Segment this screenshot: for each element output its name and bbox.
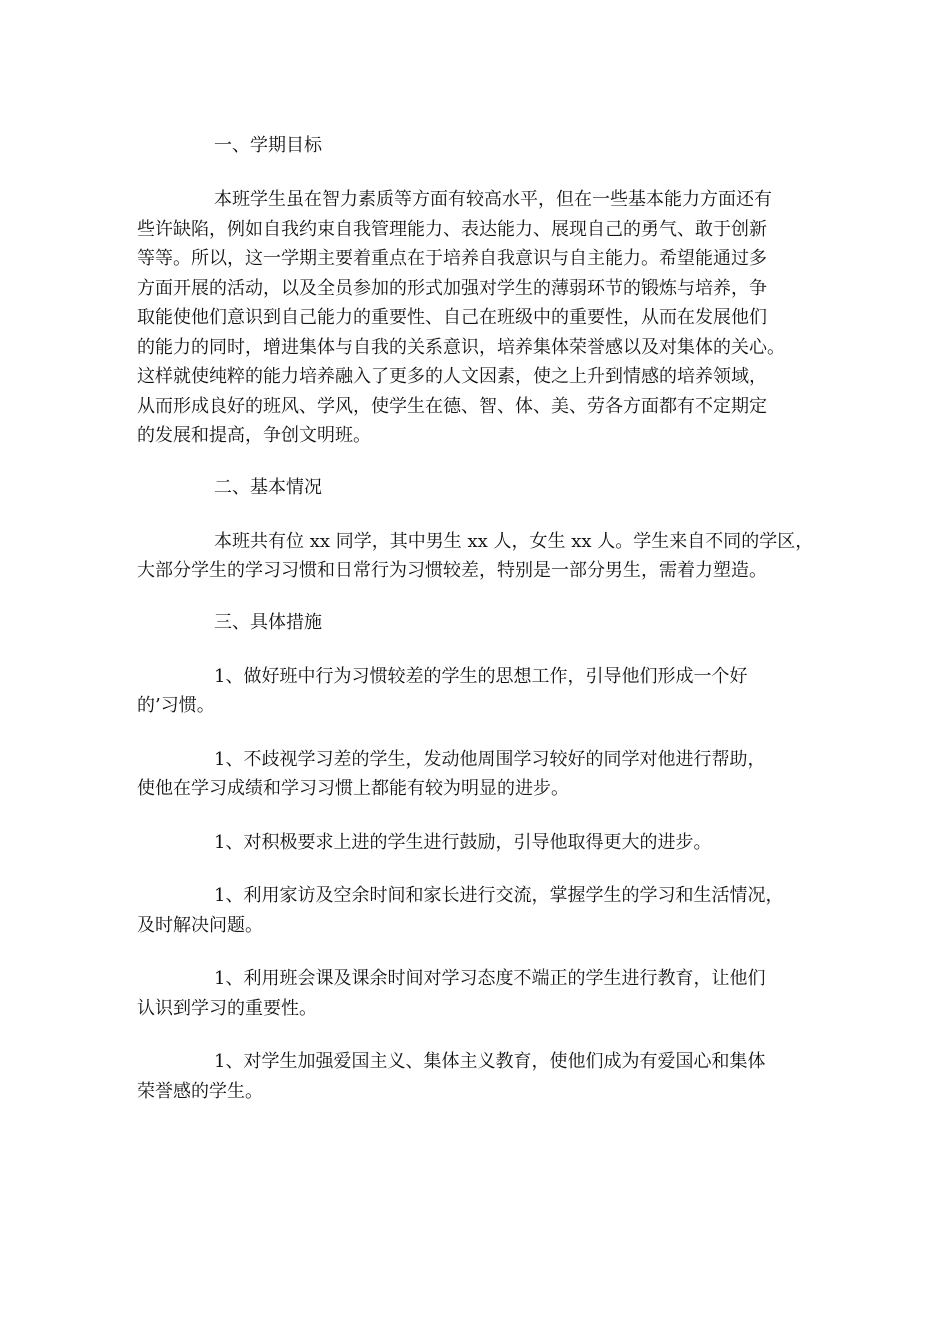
measure-item [137, 662, 827, 721]
measure-item [137, 964, 827, 1023]
text-line: 本班学生虽在智力素质等方面有较高水平，但在一些基本能力方面还有 [214, 189, 772, 210]
section-heading-measures: 三、具体措施 [214, 611, 322, 633]
document-body [137, 131, 827, 1130]
text-line: 的能力的同时，增进集体与自我的关系意识，培养集体荣誉感以及对集体的关心。 [137, 336, 785, 358]
text-line: 本班共有位 xx 同学，其中男生 xx 人，女生 xx 人。学生来自不同的学区， [214, 530, 814, 552]
text-line: 1、对积极要求上进的学生进行鼓励，引导他取得更大的进步。 [214, 831, 712, 853]
section-heading-goals: 一、学期目标 [214, 135, 322, 156]
text-line: 认识到学习的重要性。 [137, 997, 317, 1019]
text-line: 1、做好班中行为习惯较差的学生的思想工作，引导他们形成一个好 [214, 665, 748, 687]
text-line: 的发展和提高，争创文明班。 [137, 425, 371, 446]
paragraph-goals [137, 185, 827, 451]
measure-item [137, 745, 827, 804]
text-line: 及时解决问题。 [137, 914, 263, 936]
measure-item [137, 881, 827, 940]
text-line: 1、不歧视学习差的学生，发动他周围学习较好的同学对他进行帮助， [214, 748, 766, 770]
text-line: 1、利用家访及空余时间和家长进行交流，掌握学生的学习和生活情况， [214, 885, 784, 906]
text-line: 等等。所以，这一学期主要着重点在于培养自我意识与自主能力。希望能通过多 [137, 248, 767, 269]
text-line: 大部分学生的学习习惯和日常行为习惯较差，特别是一部分男生，需着力塑造。 [137, 560, 767, 581]
text-line: 从而形成良好的班风、学风，使学生在德、智、体、美、劳各方面都有不定期定 [137, 395, 767, 417]
measure-item [137, 1047, 827, 1106]
text-line: 取能使他们意识到自己能力的重要性、自己在班级中的重要性，从而在发展他们 [137, 307, 767, 328]
text-line: 荣誉感的学生。 [137, 1080, 263, 1102]
text-line: 使他在学习成绩和学习习惯上都能有较为明显的进步。 [137, 778, 569, 799]
text-line: 的’习惯。 [137, 695, 215, 716]
text-line: 些许缺陷，例如自我约束自我管理能力、表达能力、展现自己的勇气、敢于创新 [137, 218, 767, 240]
paragraph-situation [137, 527, 827, 586]
text-line: 1、对学生加强爱国主义、集体主义教育，使他们成为有爱国心和集体 [214, 1051, 766, 1072]
text-line: 方面开展的活动，以及全员参加的形式加强对学生的薄弱环节的锻炼与培养，争 [137, 277, 767, 299]
text-line: 这样就使纯粹的能力培养融入了更多的人文因素，使之上升到情感的培养领域， [137, 366, 767, 387]
measure-item [137, 828, 827, 858]
section-heading-situation: 二、基本情况 [214, 476, 322, 498]
text-line: 1、利用班会课及课余时间对学习态度不端正的学生进行教育，让他们 [214, 968, 766, 989]
